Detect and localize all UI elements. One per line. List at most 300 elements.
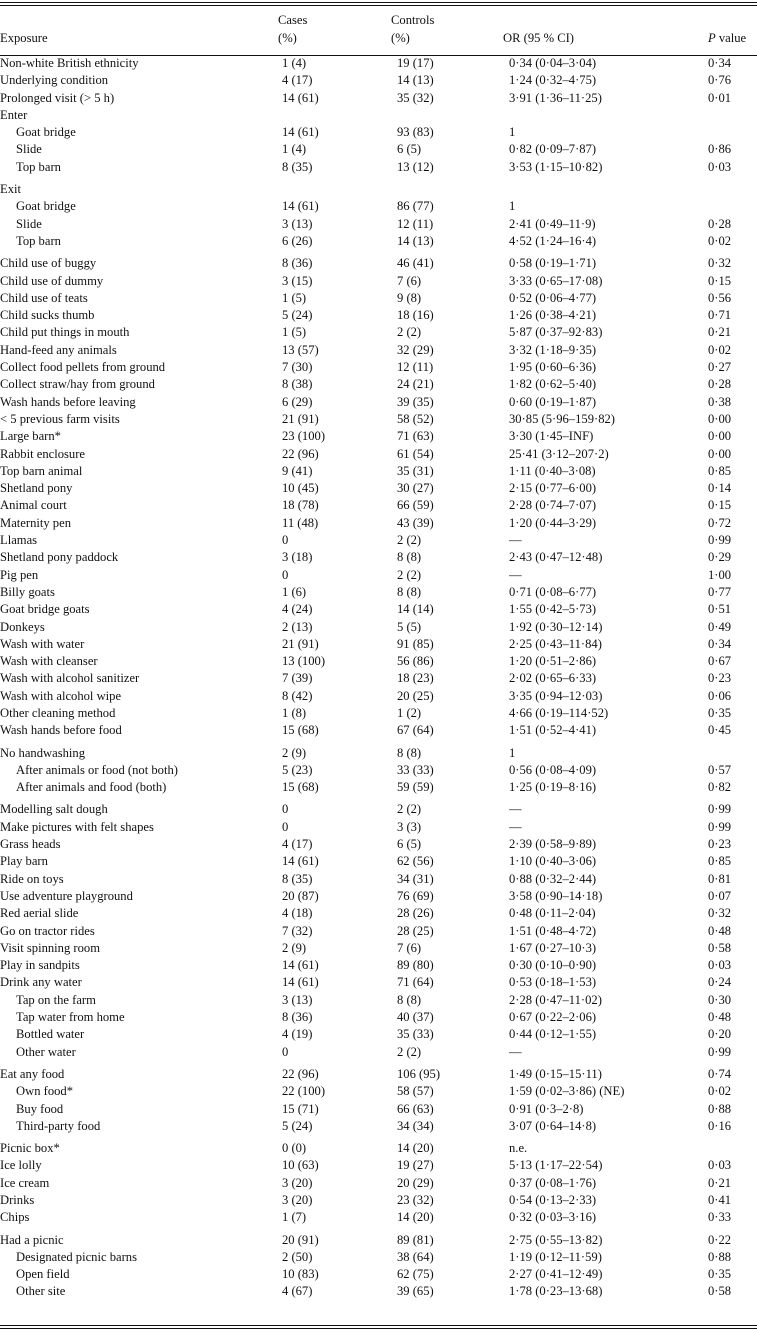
or-cell: 2·02 (0·65–6·33) <box>509 671 597 686</box>
cases-cell: 1 (6) <box>282 584 307 599</box>
cases-cell: 10 (63) <box>282 1158 319 1173</box>
or-cell: 3·58 (0·90–14·18) <box>509 888 603 903</box>
cases-cell: 0 <box>282 567 289 582</box>
or-cell: 2·15 (0·77–6·00) <box>509 481 597 496</box>
cases-cell: 15 (68) <box>282 780 319 795</box>
or-cell: 0·30 (0·10–0·90) <box>509 958 597 973</box>
controls-cell: 3 (3) <box>397 819 422 834</box>
exposure-cell: Llamas <box>0 533 38 548</box>
p-value-cell: 0·02 <box>708 342 732 357</box>
or-cell: — <box>509 533 522 548</box>
exposure-cell: Maternity pen <box>0 515 71 530</box>
table-row <box>0 1044 757 1061</box>
or-cell: 1·78 (0·23–13·68) <box>509 1284 603 1299</box>
or-cell: 3·30 (1·45–INF) <box>509 429 594 444</box>
header-exposure: Exposure <box>0 30 48 45</box>
or-cell: 1·95 (0·60–6·36) <box>509 360 597 375</box>
exposure-cell: Bottled water <box>16 1027 85 1042</box>
cases-cell: 1 (5) <box>282 290 307 305</box>
or-cell <box>503 176 708 198</box>
cases-cell: 7 (39) <box>282 671 313 686</box>
or-cell: 2·28 (0·47–11·02) <box>509 992 602 1007</box>
exposure-cell: Wash with cleanser <box>0 654 98 669</box>
or-cell: 0·44 (0·12–1·55) <box>509 1027 597 1042</box>
table-row <box>0 549 757 566</box>
cases-cell: 14 (61) <box>282 854 319 869</box>
cases-cell: 13 (100) <box>282 654 326 669</box>
cases-cell: 4 (24) <box>282 602 313 617</box>
cases-cell: 2 (13) <box>282 619 313 634</box>
table-row <box>0 480 757 497</box>
header-or: OR (95 % CI) <box>503 30 575 45</box>
exposure-cell: Go on tractor rides <box>0 923 95 938</box>
exposure-cell: Large barn* <box>0 429 61 444</box>
controls-cell: 35 (33) <box>397 1027 434 1042</box>
p-value-cell: 0·30 <box>708 992 732 1007</box>
table-row <box>0 342 757 359</box>
controls-cell: 7 (6) <box>397 940 422 955</box>
or-cell: 0·91 (0·3–2·8) <box>509 1101 584 1116</box>
table-row <box>0 532 757 549</box>
controls-cell: 76 (69) <box>397 888 434 903</box>
or-cell: 4·66 (0·19–114·52) <box>509 705 609 720</box>
exposure-cell: Other cleaning method <box>0 705 116 720</box>
table-row <box>0 705 757 722</box>
exposure-cell: Designated picnic barns <box>16 1249 137 1264</box>
p-value-cell <box>708 198 757 215</box>
p-value-cell: 0·01 <box>708 90 732 105</box>
p-value-cell: 0·58 <box>708 940 732 955</box>
p-value-cell: 0·24 <box>708 975 732 990</box>
table-row <box>0 974 757 991</box>
table-row <box>0 1157 757 1174</box>
cases-cell: 4 (19) <box>282 1027 313 1042</box>
controls-cell: 2 (2) <box>397 1044 422 1059</box>
header-row <box>0 3 757 51</box>
or-cell: 1·82 (0·62–5·40) <box>509 377 597 392</box>
exposure-cell: Ride on toys <box>0 871 64 886</box>
exposure-cell: Picnic box* <box>0 1141 60 1156</box>
exposure-cell: Use adventure playground <box>0 888 133 903</box>
table-row <box>0 90 757 107</box>
cases-cell: 8 (38) <box>282 377 313 392</box>
cases-cell: 8 (42) <box>282 688 313 703</box>
controls-cell: 35 (31) <box>397 463 434 478</box>
table-row <box>0 853 757 870</box>
exposure-cell: Wash hands before leaving <box>0 394 136 409</box>
cases-cell: 3 (20) <box>282 1193 313 1207</box>
or-cell: 25·41 (3·12–207·2) <box>509 446 609 461</box>
controls-cell: 66 (63) <box>397 1101 434 1116</box>
p-value-cell: 0·02 <box>708 1084 732 1099</box>
controls-cell: 71 (64) <box>397 975 434 990</box>
p-value-cell: 0·85 <box>708 463 732 478</box>
controls-cell: 86 (77) <box>397 199 434 214</box>
p-value-cell: 0·07 <box>708 888 732 903</box>
cases-cell: 14 (61) <box>282 90 319 105</box>
or-cell: 1·67 (0·27–10·3) <box>509 940 597 955</box>
or-cell: 1·51 (0·52–4·41) <box>509 723 597 738</box>
cases-cell: 4 (17) <box>282 837 313 852</box>
cases-cell: 4 (67) <box>282 1284 313 1299</box>
or-cell: 3·53 (1·15–10·82) <box>509 159 603 174</box>
controls-cell: 33 (33) <box>397 762 434 777</box>
cases-cell: 7 (30) <box>282 360 313 375</box>
exposure-cell: Child use of buggy <box>0 256 97 271</box>
cases-cell: 13 (57) <box>282 342 319 357</box>
or-cell: 1·11 (0·40–3·08) <box>509 463 596 478</box>
controls-cell: 66 (59) <box>397 498 434 513</box>
exposure-cell: Make pictures with felt shapes <box>0 819 154 834</box>
table-row <box>0 141 757 158</box>
exposure-cell: Child sucks thumb <box>0 308 95 323</box>
controls-cell: 38 (64) <box>397 1249 434 1264</box>
table-row <box>0 124 757 141</box>
cases-cell: 0 <box>282 1044 289 1059</box>
exposure-cell: Drinks <box>0 1193 35 1207</box>
exposure-cell: Own food* <box>16 1084 74 1099</box>
exposure-cell: Grass heads <box>0 837 61 852</box>
exposure-cell: Top barn animal <box>0 463 83 478</box>
or-cell: 0·32 (0·03–3·16) <box>509 1210 597 1225</box>
table-row <box>0 290 757 307</box>
controls-cell: 9 (8) <box>397 290 422 305</box>
header-controls: Controls (%) <box>391 13 435 45</box>
exposure-cell: Donkeys <box>0 619 45 634</box>
or-cell: 1 <box>509 199 516 214</box>
exposure-cell: Hand-feed any animals <box>0 342 117 357</box>
or-cell: 1·24 (0·32–4·75) <box>509 73 597 88</box>
p-value-cell: 0·29 <box>708 550 732 565</box>
p-value-cell: 0·32 <box>708 256 732 271</box>
exposure-cell: Pig pen <box>0 567 39 582</box>
p-value-cell: 0·32 <box>708 906 732 921</box>
p-value-cell: 0·74 <box>708 1066 732 1081</box>
controls-cell: 20 (29) <box>397 1175 434 1190</box>
p-value-cell <box>708 107 757 124</box>
controls-cell: 2 (2) <box>397 802 422 817</box>
exposure-cell: Play in sandpits <box>0 958 80 973</box>
p-value-cell: 0·28 <box>708 216 732 231</box>
table-row <box>0 1026 757 1043</box>
cases-cell: 23 (100) <box>282 429 326 444</box>
cases-cell: 5 (23) <box>282 762 313 777</box>
p-value-cell: 0·45 <box>708 723 732 738</box>
controls-cell: 14 (20) <box>397 1210 434 1225</box>
cases-cell: 22 (100) <box>282 1084 326 1099</box>
controls-cell: 18 (23) <box>397 671 434 686</box>
table-row <box>0 796 757 818</box>
p-value-cell <box>708 124 757 141</box>
p-value-cell: 0·71 <box>708 308 732 323</box>
p-value-cell: 0·35 <box>708 705 732 720</box>
table-row <box>0 1266 757 1283</box>
table-row <box>0 636 757 653</box>
p-value-cell: 0·56 <box>708 290 732 305</box>
table-row <box>0 376 757 393</box>
table-row <box>0 992 757 1009</box>
exposure-cell: Rabbit enclosure <box>0 446 85 461</box>
p-value-cell <box>708 176 757 198</box>
controls-cell: 59 (59) <box>397 780 434 795</box>
exposure-cell: Child put things in mouth <box>0 325 130 340</box>
table-row <box>0 670 757 687</box>
table-row <box>0 819 757 836</box>
p-value-cell: 0·03 <box>708 1158 732 1173</box>
or-cell: n.e. <box>509 1141 528 1156</box>
p-value-cell: 0·33 <box>708 1210 732 1225</box>
table-row <box>0 940 757 957</box>
table-row <box>0 1283 757 1300</box>
table-row <box>0 1118 757 1135</box>
controls-cell: 62 (75) <box>397 1267 434 1282</box>
or-cell: 1·20 (0·51–2·86) <box>509 654 597 669</box>
cases-cell: 21 (91) <box>282 411 319 426</box>
cases-cell: 10 (45) <box>282 481 319 496</box>
table-row <box>0 923 757 940</box>
controls-cell: 89 (81) <box>397 1232 434 1247</box>
exposure-cell: Other water <box>16 1044 76 1059</box>
cases-cell: 14 (61) <box>282 958 319 973</box>
controls-cell: 61 (54) <box>397 446 434 461</box>
p-value-cell: 0·38 <box>708 394 732 409</box>
exposure-cell: After animals and food (both) <box>16 780 167 795</box>
exposure-cell: Collect straw/hay from ground <box>0 377 155 392</box>
controls-cell: 12 (11) <box>397 360 434 375</box>
exposure-cell: < 5 previous farm visits <box>0 411 120 426</box>
controls-cell: 2 (2) <box>397 325 422 340</box>
table-row <box>0 905 757 922</box>
cases-cell: 2 (50) <box>282 1249 313 1264</box>
cases-cell: 8 (36) <box>282 1010 313 1025</box>
p-value-cell: 0·72 <box>708 515 732 530</box>
controls-cell: 5 (5) <box>397 619 422 634</box>
cases-cell: 22 (96) <box>282 446 319 461</box>
cases-cell: 15 (71) <box>282 1101 319 1116</box>
or-cell: 1·10 (0·40–3·06) <box>509 854 597 869</box>
cases-cell: 4 (17) <box>282 73 313 88</box>
exposure-cell: Wash with water <box>0 636 85 651</box>
p-value-cell: 0·03 <box>708 159 732 174</box>
exposure-cell: Top barn <box>16 159 61 174</box>
table-row <box>0 176 757 198</box>
table-row <box>0 1135 757 1157</box>
or-cell: 1·20 (0·44–3·29) <box>509 515 597 530</box>
cases-cell: 7 (32) <box>282 923 313 938</box>
exposure-cell: Slide <box>16 142 42 157</box>
or-cell: — <box>509 1044 522 1059</box>
controls-cell: 58 (52) <box>397 411 434 426</box>
or-cell: 2·27 (0·41–12·49) <box>509 1267 603 1282</box>
p-value-cell: 0·16 <box>708 1118 732 1133</box>
p-value-cell: 0·41 <box>708 1193 732 1207</box>
cases-cell: 15 (68) <box>282 723 319 738</box>
cases-cell: 2 (9) <box>282 745 307 760</box>
or-cell: 5·13 (1·17–22·54) <box>509 1158 603 1173</box>
controls-cell: 40 (37) <box>397 1010 434 1025</box>
controls-cell: 58 (57) <box>397 1084 434 1099</box>
table-row <box>0 740 757 762</box>
or-cell: 5·87 (0·37–92·83) <box>509 325 603 340</box>
exposure-cell: Buy food <box>16 1101 64 1116</box>
cases-cell: 18 (78) <box>282 498 319 513</box>
or-cell: 2·41 (0·49–11·9) <box>509 216 596 231</box>
table-row <box>0 515 757 532</box>
controls-cell: 14 (13) <box>397 73 434 88</box>
cases-cell: 8 (35) <box>282 871 313 886</box>
controls-cell: 20 (25) <box>397 688 434 703</box>
controls-cell: 14 (13) <box>397 233 434 248</box>
exposure-cell: Enter <box>0 107 28 122</box>
cases-cell: 10 (83) <box>282 1267 319 1282</box>
table-row <box>0 359 757 376</box>
cases-cell: 14 (61) <box>282 199 319 214</box>
or-cell: 1·51 (0·48–4·72) <box>509 923 597 938</box>
p-value-cell: 0·00 <box>708 411 732 426</box>
cases-cell: 22 (96) <box>282 1066 319 1081</box>
controls-cell: 89 (80) <box>397 958 434 973</box>
p-value-cell: 0·23 <box>708 837 732 852</box>
exposure-cell: Drink any water <box>0 975 82 990</box>
exposure-cell: Tap water from home <box>16 1010 125 1025</box>
table-row <box>0 653 757 670</box>
p-value-cell: 0·21 <box>708 325 732 340</box>
or-cell: 1 <box>509 125 516 140</box>
controls-cell: 8 (8) <box>397 745 422 760</box>
or-cell: 1·25 (0·19–8·16) <box>509 780 597 795</box>
p-value-cell: 0·99 <box>708 1044 732 1059</box>
or-cell: 3·07 (0·64–14·8) <box>509 1118 597 1133</box>
or-cell: 3·35 (0·94–12·03) <box>509 688 603 703</box>
controls-cell: 34 (34) <box>397 1118 434 1133</box>
exposure-cell: Wash hands before food <box>0 723 122 738</box>
cases-cell: 3 (13) <box>282 992 313 1007</box>
p-value-cell: 0·76 <box>708 73 732 88</box>
header-p-value: P value <box>708 30 747 45</box>
p-value-cell: 0·81 <box>708 871 732 886</box>
p-value-cell: 0·15 <box>708 273 732 288</box>
controls-cell: 13 (12) <box>397 159 434 174</box>
or-cell: 0·71 (0·08–6·77) <box>509 584 597 599</box>
exposure-cell: Ice cream <box>0 1175 50 1190</box>
cases-cell: 0 (0) <box>282 1141 307 1156</box>
bottom-rule-2 <box>0 1328 757 1329</box>
exposure-cell: Other site <box>16 1284 66 1299</box>
exposure-cell: Slide <box>16 216 42 231</box>
or-cell: 30·85 (5·96–159·82) <box>509 411 615 426</box>
or-cell: 1·55 (0·42–5·73) <box>509 602 597 617</box>
controls-cell: 7 (6) <box>397 273 422 288</box>
or-cell: 1·19 (0·12–11·59) <box>509 1249 602 1264</box>
or-cell: 0·37 (0·08–1·76) <box>509 1175 597 1190</box>
exposure-cell: Goat bridge <box>16 125 76 140</box>
controls-cell: 39 (65) <box>397 1284 434 1299</box>
controls-cell: 106 (95) <box>397 1066 441 1081</box>
exposure-cell: Tap on the farm <box>16 992 96 1007</box>
controls-cell: 18 (16) <box>397 308 434 323</box>
cases-cell: 14 (61) <box>282 975 319 990</box>
controls-cell: 43 (39) <box>397 515 434 530</box>
controls-cell: 62 (56) <box>397 854 434 869</box>
controls-cell: 12 (11) <box>397 216 434 231</box>
exposure-cell: Shetland pony paddock <box>0 550 119 565</box>
cases-cell: 3 (13) <box>282 216 313 231</box>
table-row <box>0 619 757 636</box>
controls-cell: 30 (27) <box>397 481 434 496</box>
cases-cell: 4 (18) <box>282 906 313 921</box>
p-value-cell: 0·99 <box>708 533 732 548</box>
table-row <box>0 1249 757 1266</box>
p-value-cell: 0·48 <box>708 1010 732 1025</box>
p-value-cell: 0·28 <box>708 377 732 392</box>
exposure-cell: Modelling salt dough <box>0 802 108 817</box>
controls-cell: 19 (17) <box>397 56 434 70</box>
p-value-cell: 0·58 <box>708 1284 732 1299</box>
controls-cell: 14 (14) <box>397 602 434 617</box>
or-cell: — <box>509 567 522 582</box>
p-value-cell: 0·77 <box>708 584 732 599</box>
table-row <box>0 233 757 250</box>
cases-cell: 3 (18) <box>282 550 313 565</box>
table-row <box>0 394 757 411</box>
exposure-cell: Underlying condition <box>0 73 109 88</box>
p-value-cell: 0·14 <box>708 481 732 496</box>
or-cell: 1·59 (0·02–3·86) (NE) <box>509 1084 625 1099</box>
p-value-cell: 0·34 <box>708 636 732 651</box>
exposure-cell: Collect food pellets from ground <box>0 360 166 375</box>
or-cell: 0·34 (0·04–3·04) <box>509 56 597 70</box>
exposure-cell: Child use of teats <box>0 290 88 305</box>
p-value-cell: 0·35 <box>708 1267 732 1282</box>
table-row <box>0 497 757 514</box>
cases-cell: 9 (41) <box>282 463 313 478</box>
table-row <box>0 722 757 739</box>
table-row <box>0 688 757 705</box>
table-row <box>0 1209 757 1226</box>
or-cell: 0·58 (0·19–1·71) <box>509 256 597 271</box>
cases-cell: 1 (4) <box>282 142 307 157</box>
table-row <box>0 72 757 89</box>
table-row <box>0 1192 757 1209</box>
or-cell: — <box>509 802 522 817</box>
controls-cell: 93 (83) <box>397 125 434 140</box>
p-value-cell: 0·86 <box>708 142 732 157</box>
exposure-cell: Exit <box>0 182 21 197</box>
exposure-cell: Non-white British ethnicity <box>0 56 139 70</box>
exposure-cell: Open field <box>16 1267 70 1282</box>
controls-cell: 2 (2) <box>397 533 422 548</box>
table-row <box>0 888 757 905</box>
cases-cell <box>278 176 391 198</box>
p-value-cell: 0·51 <box>708 602 732 617</box>
or-cell: 0·56 (0·08–4·09) <box>509 762 597 777</box>
table-row <box>0 1227 757 1249</box>
table-row <box>0 107 757 124</box>
cases-cell: 8 (36) <box>282 256 313 271</box>
table-row <box>0 1009 757 1026</box>
table-row <box>0 871 757 888</box>
exposure-cell: Goat bridge goats <box>0 602 90 617</box>
controls-cell: 14 (20) <box>397 1141 434 1156</box>
p-value-cell: 0·49 <box>708 619 732 634</box>
p-value-cell: 0·85 <box>708 854 732 869</box>
or-cell: 0·54 (0·13–2·33) <box>509 1193 597 1207</box>
exposure-cell: Had a picnic <box>0 1232 64 1247</box>
or-cell: 0·88 (0·32–2·44) <box>509 871 597 886</box>
cases-cell: 2 (9) <box>282 940 307 955</box>
exposure-cell: Billy goats <box>0 584 55 599</box>
exposure-cell: Red aerial slide <box>0 906 79 921</box>
